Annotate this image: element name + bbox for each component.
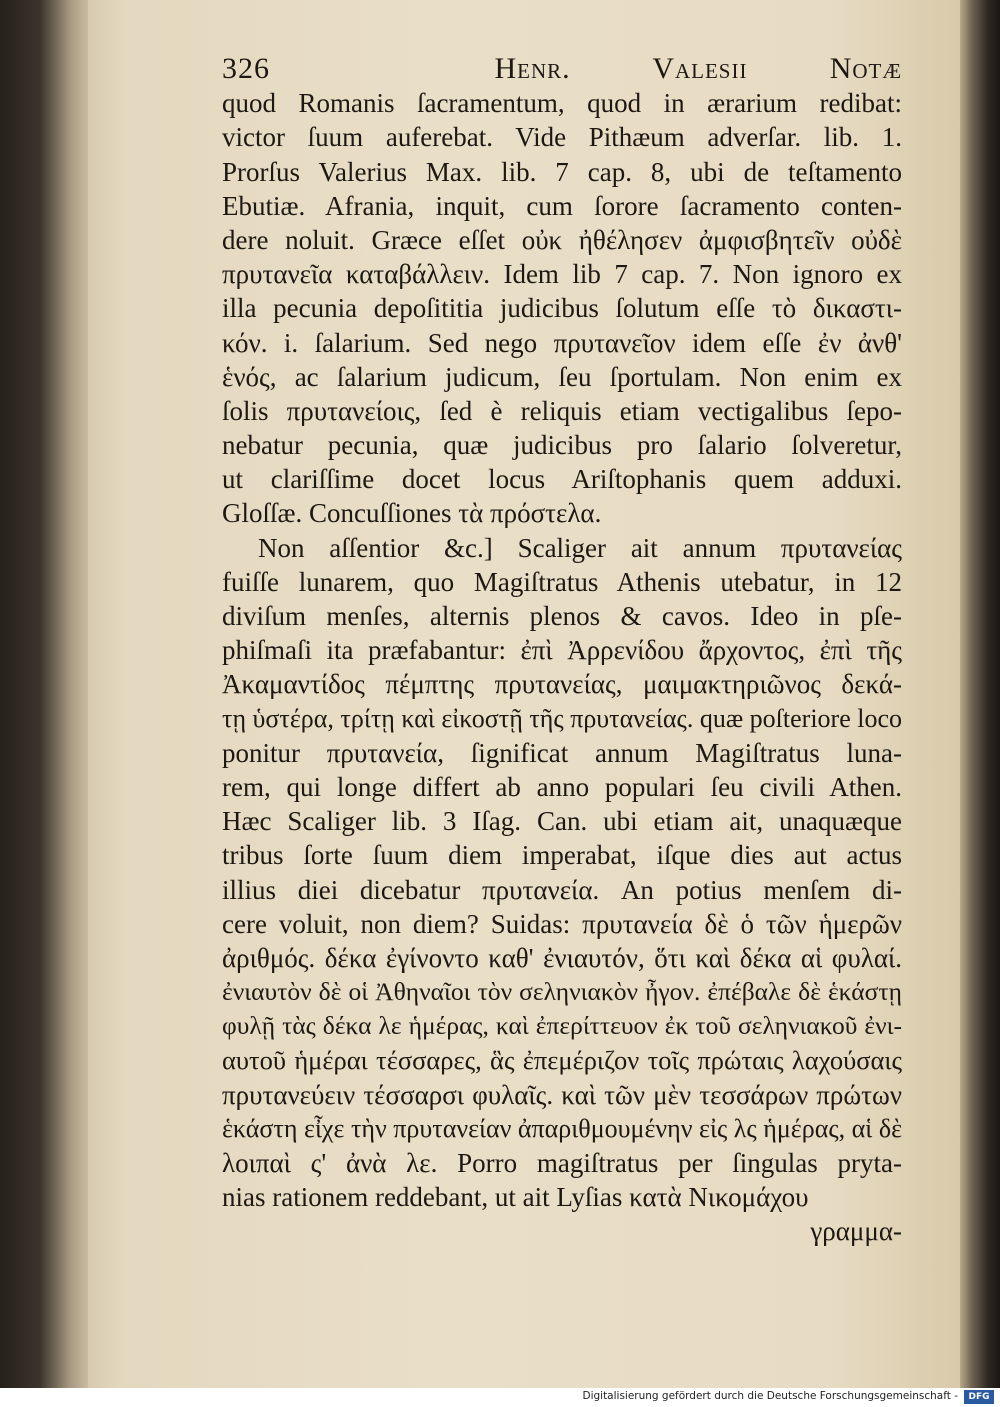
text-line: πρυτανεῖα καταβάλλειν. Idem lib 7 cap. 7. Non ignoro ex [222, 259, 902, 290]
text-line: Ἀκαμαντίδος πέμπτης πρυτανείας, μαιμακτηριῶνος δεκά- [222, 669, 902, 700]
text-line: ἀριθμός. δέκα ἐγίνοντο καθ' ἐνιαυτόν, ὅτι καὶ δέκα αἱ φυλαί. [222, 942, 902, 973]
digitization-footer [0, 1388, 1000, 1407]
text-line: illa pecunia depoſititia judicibus ſolutum eſſe τὸ δικαστι- [222, 293, 902, 324]
text-line: ponitur πρυτανεία, ſignificat annum Magiſtratus luna- [222, 737, 902, 768]
text-line: ἐνιαυτὸν δὲ οἱ Ἀθηναῖοι τὸν σεληνιακὸν ἦγον. ἐπέβαλε δὲ ἑκάστῃ [222, 977, 902, 1007]
text-line: ſolis πρυτανείοις, ſed è reliquis etiam vectigalibus ſepo- [222, 395, 902, 426]
footer-credit: Digitalisierung gefördert durch die Deutsche Forschungsgemeinschaft - [582, 1390, 958, 1402]
text-line: Ebutiæ. Afrania, inquit, cum ſorore ſacramento conten- [222, 190, 902, 221]
text-line: ἑνός, ac ſalarium judicum, ſeu ſportulam. Non enim ex [222, 361, 902, 392]
text-line: victor ſuum auferebat. Vide Pithæum adverſar. lib. 1. [222, 122, 902, 153]
text-line: αυτοῦ ἡμέραι τέσσαρες, ἃς ἐπεμέριζον τοῖς πρώταις λαχούσαις [222, 1045, 902, 1076]
text-line: ut clariſſime docet locus Ariſtophanis quem adduxi. [222, 464, 902, 495]
text-line: Gloſſæ. Concuſſiones τὰ πρόστελα. [222, 498, 602, 529]
text-line: τῃ ὑστέρα, τρίτῃ καὶ εἰκοστῇ τῆς πρυτανείας. quæ poſteriore loco [222, 703, 902, 733]
page-header [222, 52, 902, 86]
text-line: φυλῇ τὰς δέκα λε ἡμέρας, καὶ ἐπερίττευον ἐκ τοῦ σεληνιακοῦ ἐνι- [222, 1011, 902, 1041]
dfg-logo-icon: DFG [964, 1390, 994, 1404]
page-number: 326 [222, 52, 270, 85]
text-line: λοιπαὶ ς' ἀνὰ λε. Porro magiſtratus per ſingulas pryta- [222, 1148, 902, 1178]
body-text [222, 86, 902, 1214]
text-line: dere noluit. Græce eſſet οὐκ ἠθέλησεν ἀμφισβητεῖν οὐδὲ [222, 224, 902, 255]
text-line: Non aſſentior &c.] Scaliger ait annum πρυτανείας [258, 532, 902, 563]
text-line: rem, qui longe differt ab anno populari ſeu civili Athen. [222, 771, 902, 802]
text-line: fuiſſe lunarem, quo Magiſtratus Athenis utebatur, in 12 [222, 566, 902, 597]
scan-background-left [0, 0, 88, 1388]
text-line: nias rationem reddebant, ut ait Lyſias κατὰ Νικομάχου [222, 1182, 809, 1213]
text-line: phiſmaſi ita præfabantur: ἐπὶ Ἀρρενίδου ἄρχοντος, ἐπὶ τῆς [222, 635, 902, 666]
page-text-block [222, 52, 902, 1249]
text-line: illius diei dicebatur πρυτανεία. An potius menſem di- [222, 874, 902, 905]
text-line: quod Romanis ſacramentum, quod in ærarium redibat: [222, 88, 902, 119]
scan-background-right [960, 0, 1000, 1388]
text-line: κόν. i. ſalarium. Sed nego πρυτανεῖον idem eſſe ἐν ἀνθ' [222, 327, 902, 358]
catchword: γραμμα- [810, 1216, 902, 1247]
text-line: Hæc Scaliger lib. 3 Iſag. Can. ubi etiam ait, unaquæque [222, 806, 902, 837]
running-head: Henr. Valesii Notæ [494, 52, 903, 85]
text-line: tribus ſorte ſuum diem imperabat, iſque dies aut actus [222, 840, 902, 871]
text-line: πρυτανεύειν τέσσαρσι φυλαῖς. καὶ τῶν μὲν τεσσάρων πρώτων [222, 1079, 902, 1110]
text-line: diviſum menſes, alternis plenos & cavos. Ideo in pſe- [222, 601, 902, 631]
text-line: nebatur pecunia, quæ judicibus pro ſalario ſolveretur, [222, 430, 902, 461]
text-line: cere voluit, non diem? Suidas: πρυτανεία δὲ ὁ τῶν ἡμερῶν [222, 908, 902, 939]
text-line: Prorſus Valerius Max. lib. 7 cap. 8, ubi de teſtamento [222, 156, 902, 187]
text-line: ἑκάστη εἶχε τὴν πρυτανείαν ἀπαριθμουμένην εἰς λς ἡμέρας, αἱ δὲ [222, 1113, 902, 1143]
